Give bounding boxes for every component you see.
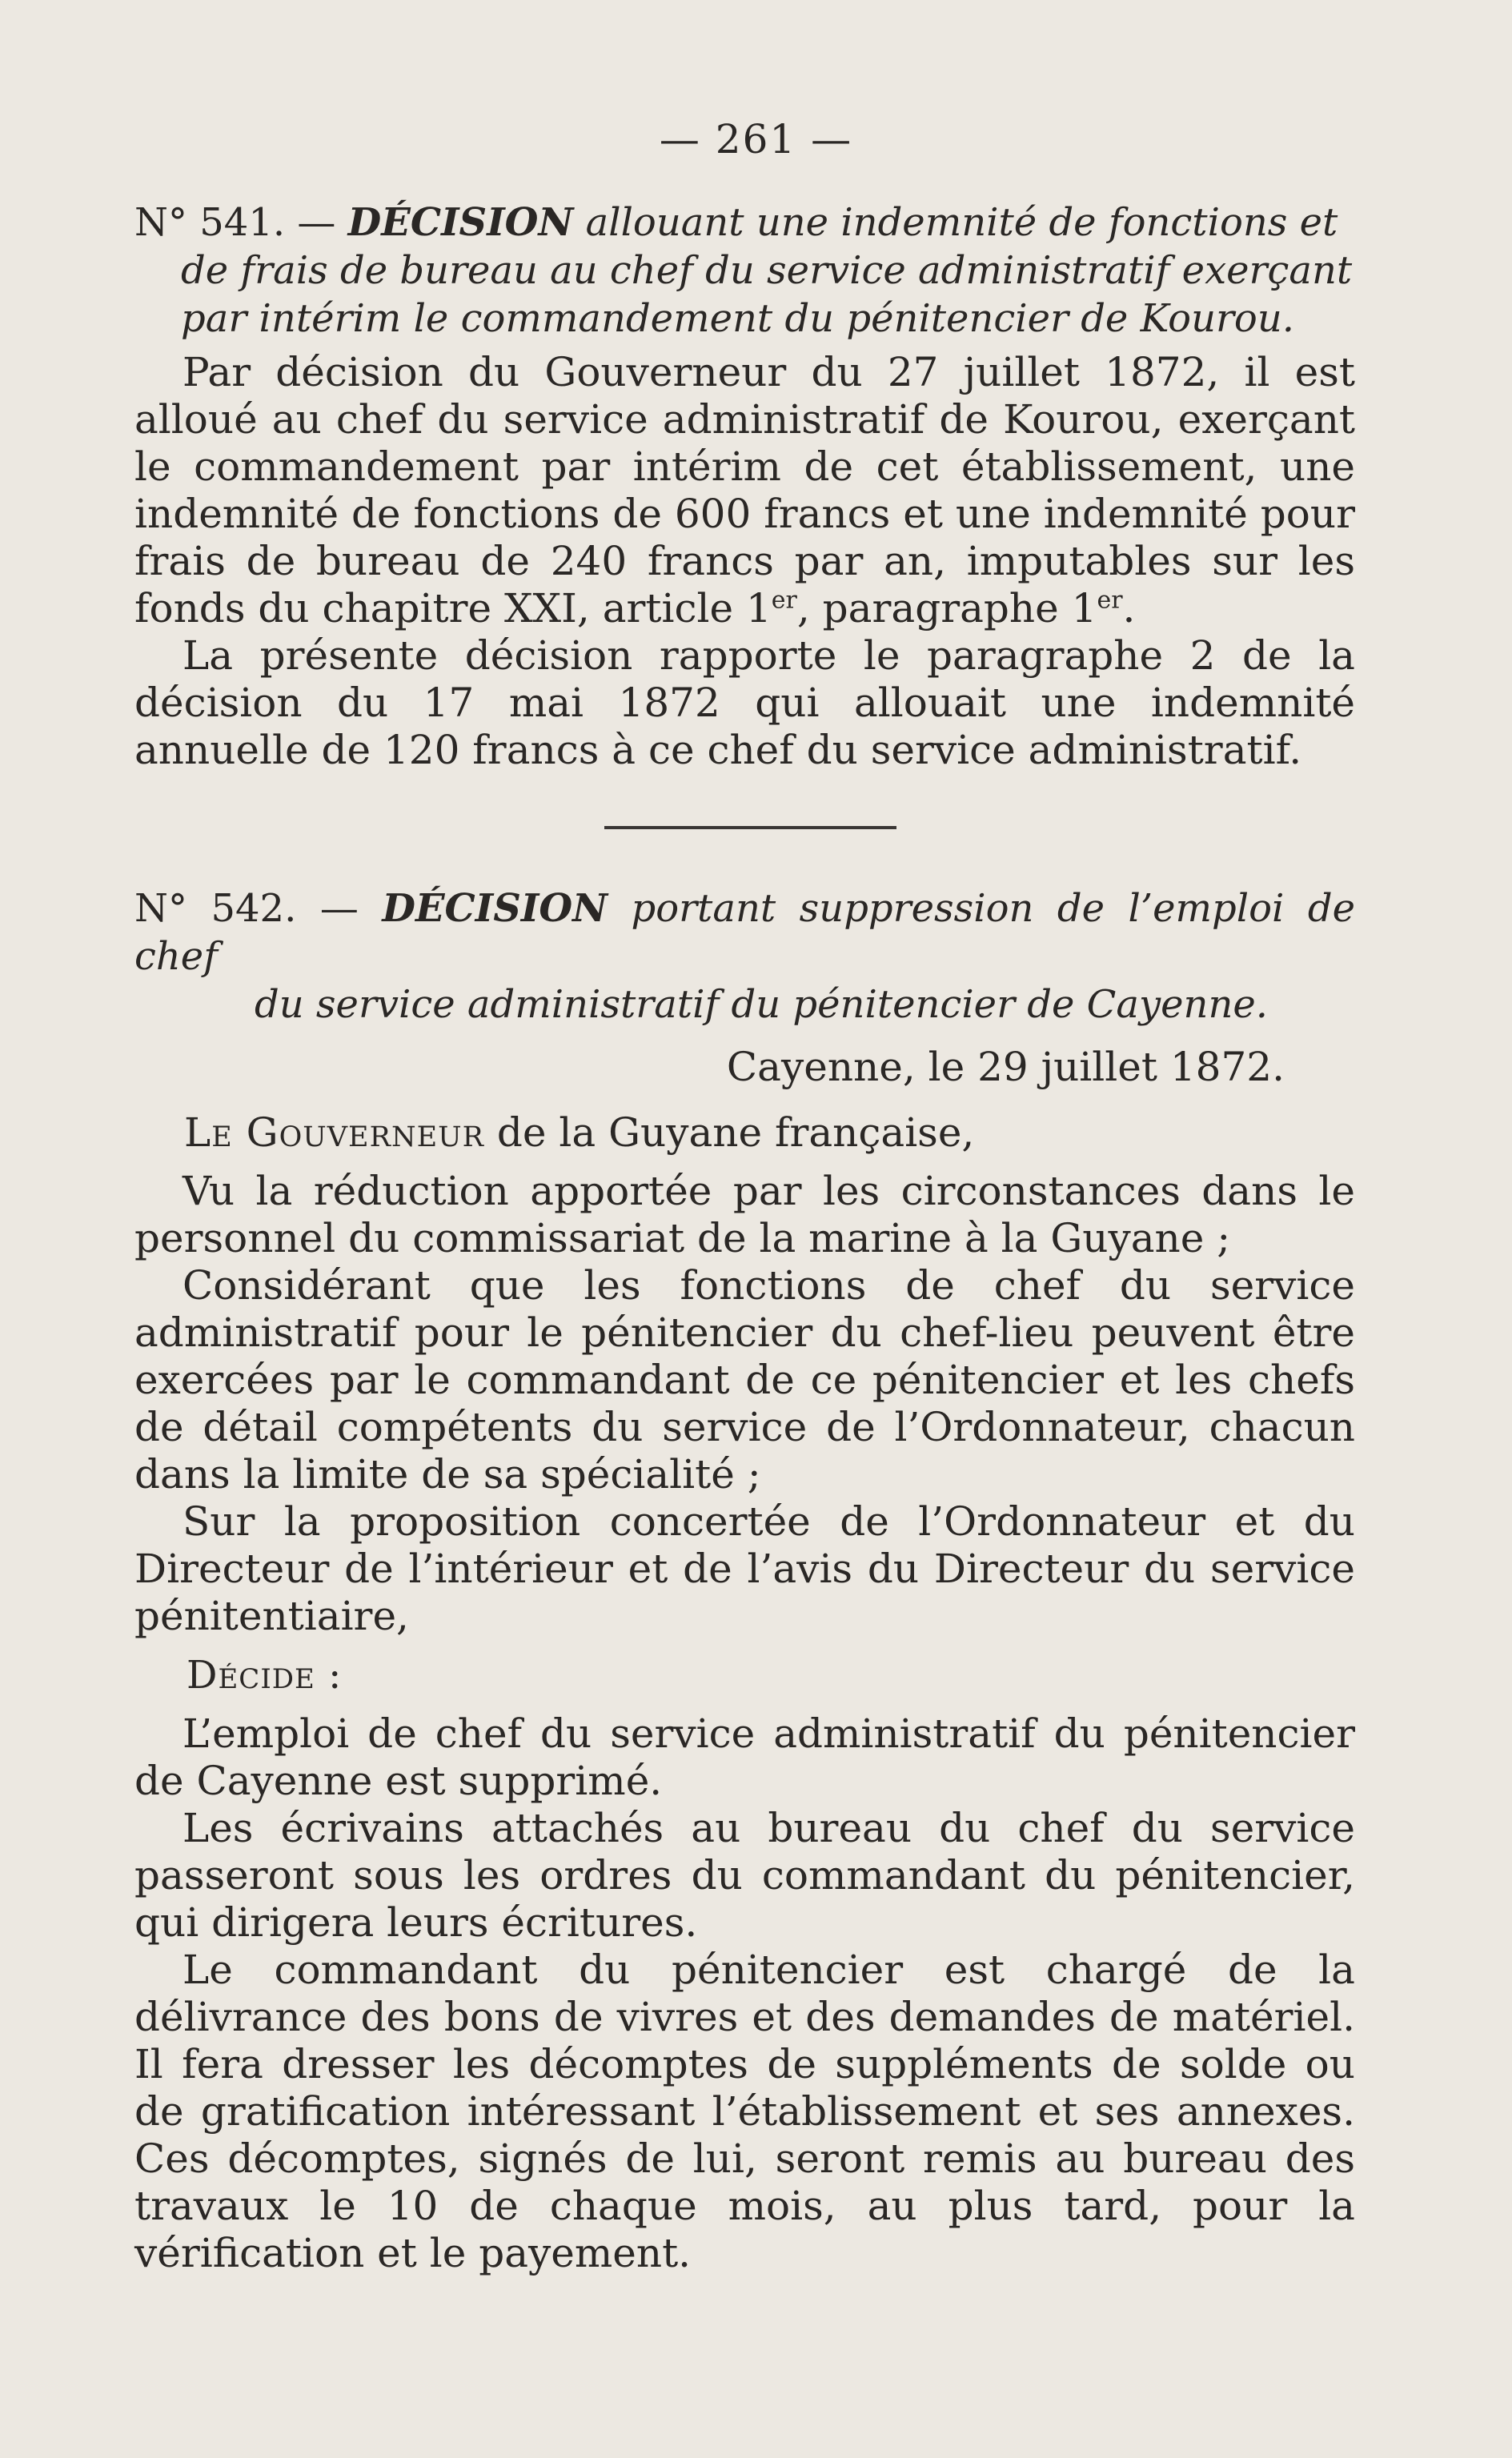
section-542-paragraph-5: Les écrivains attachés au bureau du chef du service passeront sous les ordres du commandant du pénitencier, qui dirigera leurs écritures. [134, 1805, 1355, 1946]
dateline: Cayenne, le 29 juillet 1872. [726, 1044, 1285, 1090]
section-541-sup-2: er [1097, 586, 1123, 615]
section-541-heading-line3: par intérim le commandement du pénitencier de Kourou. [181, 296, 1294, 341]
decide-label: Décide : [186, 1653, 343, 1698]
section-541-paragraph-2: La présente décision rapporte le paragraphe 2 de la décision du 17 mai 1872 qui allouait une indemnité annuelle de 120 francs à ce chef du service administratif. [134, 632, 1355, 773]
section-542-paragraph-2: Considérant que les fonctions de chef du service administratif pour le pénitencier du chef-lieu peuvent être exercées par le commandant de ce pénitencier et les chefs de détail compétents du service de l’Ordonnateur, chacun dans la limite de sa spécialité ; [134, 1262, 1355, 1498]
section-541-paragraph-1-end: . [1122, 585, 1136, 632]
section-542-number: N° 542. [134, 886, 297, 931]
section-541-paragraph-1-text: Par décision du Gouverneur du 27 juillet 1872, il est alloué au chef du service administratif de Kourou, exerçant le commandement par intérim de cet établissement, une indemnité de fonctions de 600 francs et une indemnité pour frais de bureau de 240 francs par an, imputables sur les fonds du chapitre XXI, article 1 [134, 349, 1355, 632]
section-541-heading-line2: de frais de bureau au chef du service administratif exerçant [181, 248, 1353, 293]
section-542-heading-line1: portant suppression de l’emploi de chef [134, 886, 1355, 979]
opening-rest: de la Guyane française, [496, 1109, 975, 1156]
section-541 [134, 198, 1355, 774]
section-541-number: N° 541. [134, 200, 286, 245]
section-541-title-word: DÉCISION [347, 200, 574, 245]
section-541-dash: — [297, 200, 336, 245]
section-541-paragraph-1 [134, 349, 1355, 632]
section-542-dash: — [319, 886, 359, 931]
section-divider-rule [604, 826, 896, 829]
opening-line [134, 1109, 1355, 1157]
opening-title: Le Gouverneur [184, 1109, 484, 1156]
section-541-sup-1: er [771, 586, 797, 615]
section-542-paragraph-6: Le commandant du pénitencier est chargé de la délivrance des bons de vivres et des demandes de matériel. Il fera dresser les décomptes de suppléments de solde ou de gratification intéressant l’établissement et ses annexes. Ces décomptes, signés de lui, seront remis au bureau des travaux le 10 de chaque mois, au plus tard, pour la vérification et le payement. [134, 1947, 1355, 2276]
section-541-heading-line1: allouant une indemnité de fonctions et [585, 200, 1338, 245]
section-541-paragraph-1-mid: , paragraphe 1 [796, 585, 1097, 632]
section-542-heading-line2: du service administratif du pénitencier de Cayenne. [255, 982, 1269, 1027]
section-542-paragraph-3: Sur la proposition concertée de l’Ordonnateur et du Directeur de l’intérieur et de l’avis du Directeur du service pénitentiaire, [134, 1498, 1355, 1639]
section-541-heading [134, 198, 1355, 343]
section-542-heading [134, 884, 1355, 1029]
page-number: — 261 — [659, 116, 853, 162]
section-542 [134, 884, 1355, 2277]
section-542-title-word: DÉCISION [382, 886, 608, 931]
section-542-paragraph-4: L’emploi de chef du service administratif du pénitencier de Cayenne est supprimé. [134, 1710, 1355, 1804]
section-542-paragraph-1: Vu la réduction apportée par les circonstances dans le personnel du commissariat de la marine à la Guyane ; [134, 1168, 1355, 1261]
